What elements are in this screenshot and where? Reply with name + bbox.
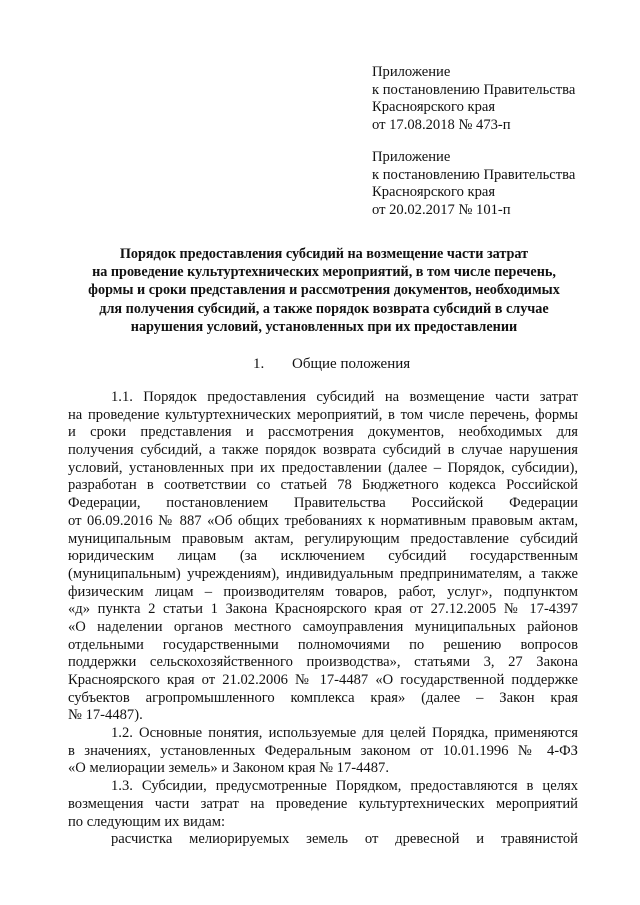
body-line: получения субсидий, а также порядок возврата субсидий в случае нарушения [68, 442, 578, 459]
annex-line: Приложение [372, 64, 451, 80]
annex-line: к постановлению Правительства [372, 81, 576, 98]
title-line: Порядок предоставления субсидий на возмещение части затрат [119, 246, 529, 262]
body-line: от 06.09.2016 № 887 «Об общих требованиях к нормативным правовым актам, [68, 512, 578, 529]
body-line: расчистка мелиорируемых земель от древесной и травянистой [111, 831, 578, 848]
body-line: Федерации, постановлением Правительства Российской Федерации [68, 495, 578, 512]
section-number: 1. [253, 356, 265, 372]
body-line: по следующим их видам: [68, 813, 226, 830]
body-line: возмещения части затрат на проведение культуртехнических мероприятий [68, 795, 578, 812]
body-line: условий, установленных при их предоставлении (далее – Порядок, субсидии), [68, 459, 578, 476]
body-line: разработан в соответствии со статьей 78 Бюджетного кодекса Российской [68, 477, 578, 494]
annex-line: Красноярского края [372, 99, 496, 115]
body-line: 1.3. Субсидии, предусмотренные Порядком, предоставляются в целях [111, 778, 578, 795]
body-line: муниципальным правовым актам, регулирующим предоставление субсидий [68, 530, 578, 547]
body-line: на проведение культуртехнических мероприятий, в том числе перечень, формы [68, 406, 578, 423]
body-line: отдельными государственными полномочиями по решению вопросов [68, 636, 578, 653]
body-line: и сроки представления и рассмотрения документов, необходимых для [68, 424, 578, 441]
title-line: для получения субсидий, а также порядок возврата субсидий в случае [99, 300, 549, 317]
body-line: «О мелиорации земель» и Законом края № 17-4487. [68, 760, 389, 777]
body-line: 1.1. Порядок предоставления субсидий на возмещение части затрат [111, 389, 578, 405]
body-line: (муниципальным) учреждениям), индивидуальным предпринимателям, а также [68, 565, 578, 582]
annex-line: от 20.02.2017 № 101-п [372, 201, 511, 218]
title-line: формы и сроки представления и рассмотрения документов, необходимых [88, 282, 560, 299]
body-line: юридическим лицам (за исключением субсидий государственным [68, 548, 578, 565]
body-line: поддержки сельскохозяйственного производства», статьями 3, 27 Закона [68, 654, 578, 671]
body-line: 1.2. Основные понятия, используемые для целей Порядка, применяются [111, 725, 578, 742]
body-line: физическим лицам – производителям товаров, работ, услуг», подпунктом [68, 583, 578, 600]
body-text [68, 389, 578, 849]
body-line: «О наделении органов местного самоуправления муниципальных районов [68, 618, 578, 635]
document-title [60, 245, 588, 336]
body-line: субъектов агропромышленного комплекса края» (далее – Закон края [68, 689, 578, 706]
annex-line: от 17.08.2018 № 473-п [372, 116, 511, 133]
body-line: № 17-4487). [68, 707, 143, 724]
body-line: «д» пункта 2 статьи 1 Закона Красноярского края от 27.12.2005 № 17-4397 [68, 601, 578, 618]
annex-line: Красноярского края [372, 184, 496, 200]
section-name: Общие положения [292, 356, 411, 372]
annex-header-current [372, 64, 622, 134]
annex-header-original [372, 149, 622, 219]
annex-line: Приложение [372, 149, 451, 165]
annex-line: к постановлению Правительства [372, 166, 576, 183]
body-line: Красноярского края от 21.02.2006 № 17-4487 «О государственной поддержке [68, 672, 578, 688]
body-line: в значениях, установленных Федеральным законом от 10.01.1996 № 4-ФЗ [68, 742, 578, 759]
title-line: нарушения условий, установленных при их предоставлении [130, 318, 518, 335]
title-line: на проведение культуртехнических мероприятий, в том числе перечень, [92, 264, 556, 281]
